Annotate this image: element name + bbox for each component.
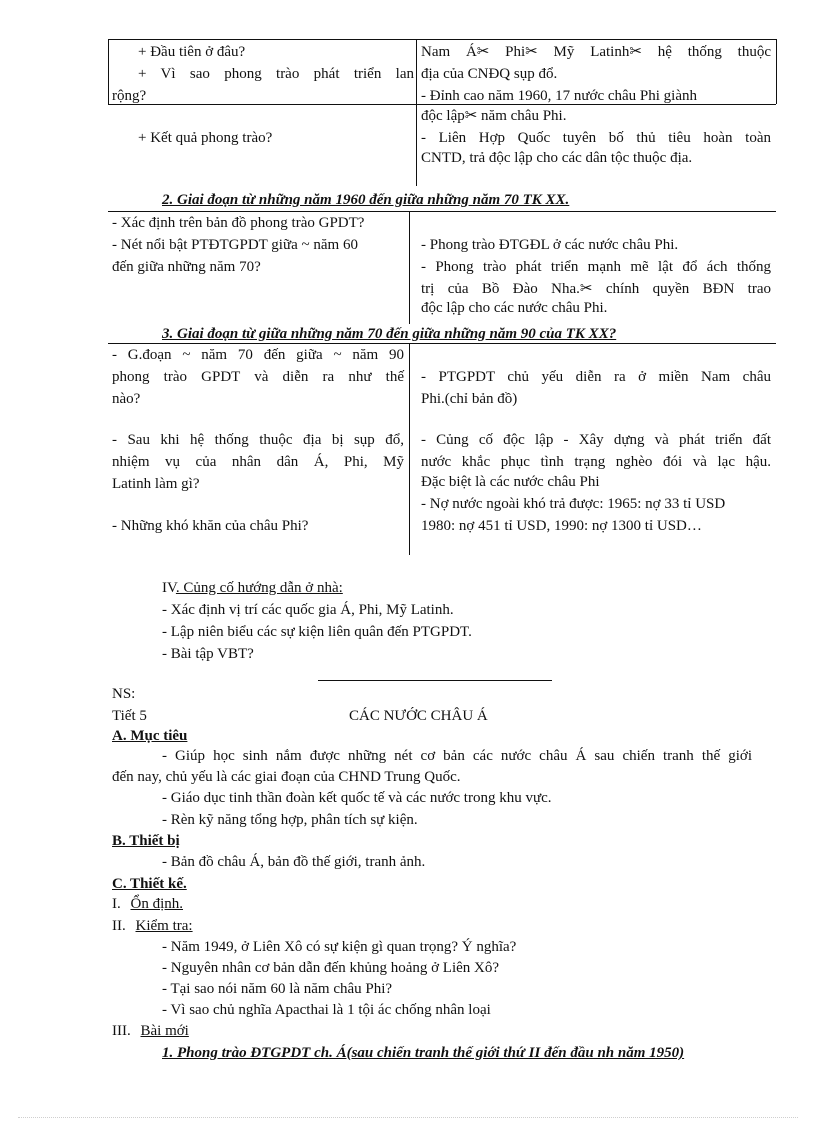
- sec3-left-line-6: Latinh làm gì?: [112, 476, 200, 492]
- sec3-top-border: [108, 343, 776, 344]
- a-item-2: đến nay, chủ yếu là các giai đoạn của CHND Trung Quốc.: [112, 769, 461, 785]
- sec1-right-line-4: độc lập✂ năm châu Phi.: [421, 108, 567, 124]
- sec3-left-line-1: - G.đoạn ~ năm 70 đến giữa ~ năm 90: [112, 347, 404, 363]
- sec3-left-line-5: nhiệm vụ của nhân dân Á, Phi, Mỹ: [112, 454, 404, 470]
- item-i-number: I.: [112, 896, 121, 912]
- sec3-left-line-4: - Sau khi hệ thống thuộc địa bị sụp đổ,: [112, 432, 404, 448]
- sec3-right-line-6: - Nợ nước ngoài khó trả được: 1965: nợ 33 tỉ USD: [421, 496, 726, 512]
- sec2-right-line-4: độc lập cho các nước châu Phi.: [421, 300, 608, 316]
- sec3-right-line-7: 1980: nợ 451 tỉ USD, 1990: nợ 1300 tỉ USD…: [421, 518, 702, 534]
- sec3-middle-divider: [409, 343, 410, 555]
- ii-item-3: - Tại sao nói năm 60 là năm châu Phi?: [162, 981, 393, 997]
- sec2-right-line-2: - Phong trào phát triển mạnh mẽ lật đổ ách thống: [421, 259, 771, 275]
- sec3-right-line-2: Phi.(chỉ bản đồ): [421, 391, 518, 407]
- sec3-left-line-2: phong trào GPDT và diễn ra như thế: [112, 369, 404, 385]
- sec3-right-line-5: Đặc biệt là các nước châu Phi: [421, 474, 600, 490]
- sec2-right-line-3: trị của Bồ Đào Nha.✂ chính quyền BĐN trao: [421, 281, 771, 297]
- sec2-top-border: [108, 211, 776, 212]
- item-iii: [112, 1021, 189, 1041]
- b-item-1: - Bản đồ châu Á, bản đồ thế giới, tranh ảnh.: [162, 854, 426, 870]
- sec1-right-line-5: - Liên Hợp Quốc tuyên bố thủ tiêu hoàn toàn: [421, 130, 771, 146]
- sec3-right-line-4: nước khắc phục tình trạng nghèo đói và lạc hậu.: [421, 454, 771, 470]
- sec1-left-line-4: + Kết quả phong trào?: [138, 130, 273, 146]
- table1-top-border: [108, 39, 776, 40]
- sec2-left-line-2: - Nét nổi bật PTĐTGPDT giữa ~ năm 60: [112, 237, 358, 253]
- sec1-right-line-3: - Đỉnh cao năm 1960, 17 nước châu Phi giành: [421, 88, 698, 104]
- item-ii-number: II.: [112, 918, 126, 934]
- iii-subheading: 1. Phong trào ĐTGPDT ch. Á(sau chiến tranh thế giới thứ II đến đầu nh năm 1950): [162, 1045, 685, 1061]
- table1-middle-divider: [416, 39, 417, 186]
- cungco-heading: [162, 578, 343, 598]
- table1-left-border: [108, 39, 109, 104]
- sec2-right-line-1: - Phong trào ĐTGĐL ở các nước châu Phi.: [421, 237, 679, 253]
- sec3-left-line-3: nào?: [112, 391, 141, 407]
- ii-item-4: - Vì sao chủ nghĩa Apacthai là 1 tội ác chống nhân loại: [162, 1002, 491, 1018]
- sec2-title: 2. Giai đoạn từ những năm 1960 đến giữa những năm 70 TK XX.: [162, 192, 570, 208]
- cungco-title: . Củng cố hướng dẫn ở nhà:: [175, 580, 343, 596]
- cungco-item-1: - Xác định vị trí các quốc gia Á, Phi, Mỹ Latinh.: [162, 602, 454, 618]
- heading-a: A. Mục tiêu: [112, 728, 188, 744]
- sec1-left-line-1: + Đầu tiên ở đâu?: [138, 44, 246, 60]
- heading-b: B. Thiết bị: [112, 833, 180, 849]
- item-iii-number: III.: [112, 1023, 131, 1039]
- tiet-label: Tiết 5: [112, 708, 147, 724]
- sec2-left-line-3: đến giữa những năm 70?: [112, 259, 261, 275]
- sec3-right-line-1: - PTGPDT chủ yếu diễn ra ở miền Nam châu: [421, 369, 771, 385]
- page-footer-dotted-line: [18, 1117, 798, 1118]
- sec2-left-line-1: - Xác định trên bản đồ phong trào GPDT?: [112, 215, 365, 231]
- table1-right-border: [776, 39, 777, 104]
- a-item-1: - Giúp học sinh nắm được những nét cơ bản các nước châu Á sau chiến tranh thế giới: [162, 748, 752, 764]
- sec1-right-line-1: Nam Á✂ Phi✂ Mỹ Latinh✂ hệ thống thuộc: [421, 44, 771, 60]
- item-iii-title: Bài mới: [140, 1023, 189, 1039]
- section-separator: [318, 680, 552, 681]
- heading-c: C. Thiết kế.: [112, 876, 187, 892]
- item-i: [112, 894, 183, 914]
- sec3-left-line-7: - Những khó khăn của châu Phi?: [112, 518, 309, 534]
- a-item-4: - Rèn kỹ năng tổng hợp, phân tích sự kiện.: [162, 812, 418, 828]
- cungco-number: IV: [162, 580, 176, 596]
- ii-item-1: - Năm 1949, ở Liên Xô có sự kiện gì quan trọng? Ý nghĩa?: [162, 939, 517, 955]
- lesson-title: CÁC NƯỚC CHÂU Á: [349, 708, 488, 724]
- item-ii: [112, 916, 193, 936]
- sec3-right-line-3: - Củng cố độc lập - Xây dựng và phát triển đất: [421, 432, 771, 448]
- cungco-item-3: - Bài tập VBT?: [162, 646, 254, 662]
- sec1-left-line-3: rộng?: [112, 88, 147, 104]
- sec1-right-line-6: CNTD, trả độc lập cho các dân tộc thuộc địa.: [421, 150, 693, 166]
- ns-label: NS:: [112, 686, 136, 702]
- item-i-title: Ổn định.: [130, 896, 183, 912]
- sec1-left-line-2: + Vì sao phong trào phát triển lan: [138, 66, 414, 82]
- a-item-3: - Giáo dục tinh thần đoàn kết quốc tế và các nước trong khu vực.: [162, 790, 552, 806]
- sec2-middle-divider: [409, 211, 410, 324]
- cungco-item-2: - Lập niên biểu các sự kiện liên quân đến PTGPDT.: [162, 624, 472, 640]
- item-ii-title: Kiểm tra:: [135, 918, 193, 934]
- sec1-right-line-2: địa của CNĐQ sụp đổ.: [421, 66, 558, 82]
- ii-item-2: - Nguyên nhân cơ bản dẫn đến khủng hoảng ở Liên Xô?: [162, 960, 500, 976]
- sec3-title: 3. Giai đoạn từ giữa những năm 70 đến giữa những năm 90 của TK XX?: [162, 326, 617, 342]
